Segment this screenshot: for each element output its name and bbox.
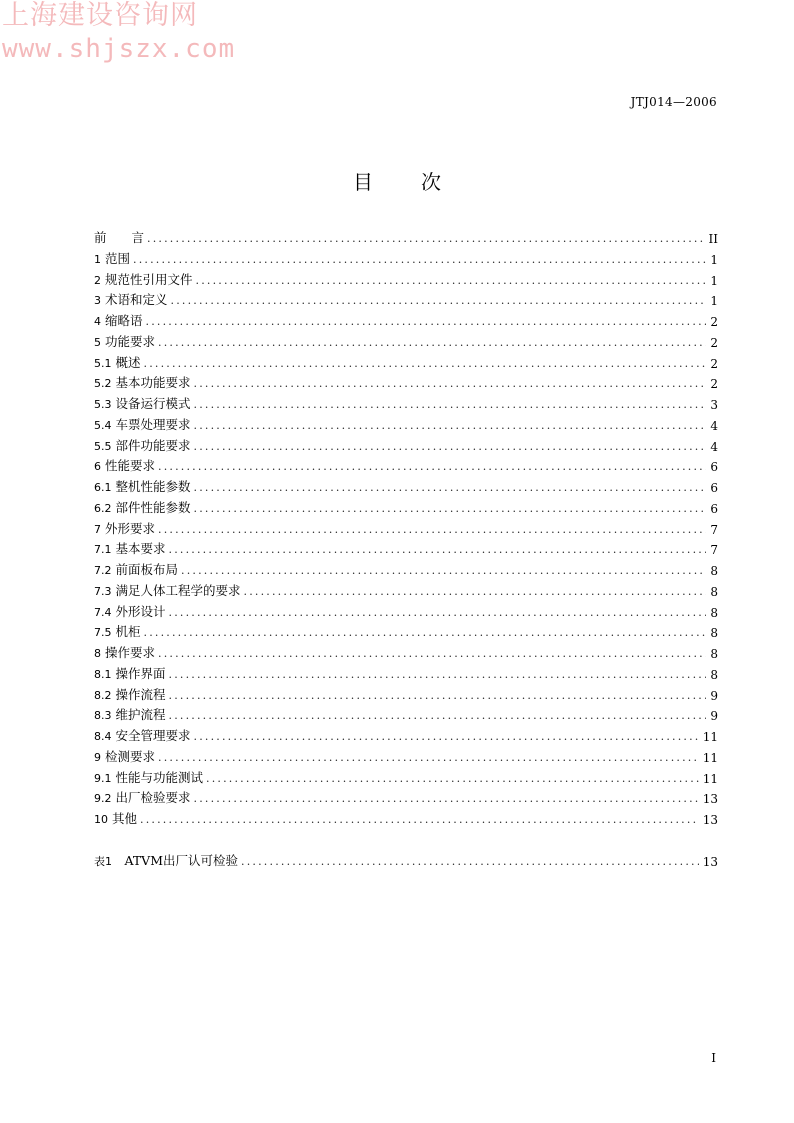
dot-leader bbox=[133, 250, 706, 271]
toc-entry-number: 5.3 bbox=[94, 398, 112, 411]
toc-entry-number: 3 bbox=[94, 294, 101, 308]
toc-entry-page: 8 bbox=[710, 667, 718, 682]
dot-leader bbox=[194, 416, 707, 437]
toc-entry-label bbox=[94, 436, 194, 458]
dot-leader bbox=[147, 229, 705, 250]
toc-entry[interactable] bbox=[94, 810, 718, 831]
toc-entry-label bbox=[94, 353, 144, 375]
toc-entry-number: 8.3 bbox=[94, 709, 112, 723]
toc-entry-page: 8 bbox=[710, 647, 718, 661]
toc-entry[interactable] bbox=[94, 312, 718, 333]
toc-entry-label bbox=[94, 602, 169, 624]
toc-entry[interactable] bbox=[94, 769, 718, 790]
toc-entry-page: 3 bbox=[710, 398, 718, 412]
dot-leader bbox=[146, 312, 707, 333]
toc-entry[interactable] bbox=[94, 457, 718, 478]
toc-entry-page: 8 bbox=[710, 564, 718, 578]
toc-entry[interactable] bbox=[94, 250, 718, 271]
toc-entry-label bbox=[94, 768, 206, 790]
dot-leader bbox=[158, 333, 706, 354]
toc-entry-number: 5.4 bbox=[94, 418, 112, 432]
toc-entry-label bbox=[94, 290, 171, 312]
toc-entry-number: 5.5 bbox=[94, 439, 112, 453]
toc-entry-page: 2 bbox=[710, 356, 718, 371]
toc-entry[interactable] bbox=[94, 520, 718, 541]
toc-entry-page: 7 bbox=[710, 543, 718, 558]
dot-leader bbox=[194, 374, 707, 395]
toc-entry-page: 4 bbox=[710, 439, 718, 454]
toc-entry-label bbox=[94, 560, 181, 582]
tables_toc-entry[interactable] bbox=[94, 852, 718, 873]
toc-entry-number: 5 bbox=[94, 335, 101, 349]
toc-entry[interactable] bbox=[94, 603, 718, 624]
toc-entry[interactable] bbox=[94, 686, 718, 707]
tables_toc-entry-page: 13 bbox=[702, 854, 718, 869]
toc-entry-title: 部件性能参数 bbox=[115, 499, 191, 515]
toc-entry-number: 7.4 bbox=[94, 605, 112, 619]
toc-entry-title: 操作流程 bbox=[115, 686, 166, 702]
toc-entry[interactable] bbox=[94, 416, 718, 437]
toc-entry[interactable] bbox=[94, 623, 718, 644]
toc-entry-number: 8.1 bbox=[94, 667, 112, 681]
toc-entry-label bbox=[94, 394, 194, 416]
toc-entry-page: II bbox=[708, 232, 718, 246]
toc-entry-page: 2 bbox=[710, 315, 718, 329]
toc-entry-number: 8.2 bbox=[94, 688, 112, 702]
dot-leader bbox=[194, 727, 699, 748]
toc-entry-title: 性能与功能测试 bbox=[115, 769, 203, 785]
toc-entry-title: 缩略语 bbox=[104, 313, 143, 328]
toc-entry-number: 1 bbox=[94, 252, 101, 266]
toc-entry-label bbox=[94, 726, 194, 748]
toc-entry-title: 设备运行模式 bbox=[115, 396, 191, 411]
toc-entry-number: 7.2 bbox=[94, 564, 112, 577]
toc-entry-number: 9 bbox=[94, 750, 101, 764]
toc-entry-page: 1 bbox=[710, 273, 718, 288]
toc-entry-page: 9 bbox=[710, 709, 718, 724]
dot-leader bbox=[169, 540, 707, 561]
toc-entry-number: 8 bbox=[94, 647, 101, 660]
dot-leader bbox=[144, 354, 707, 375]
toc-entry-label bbox=[94, 332, 158, 354]
dot-leader bbox=[171, 291, 707, 312]
toc-entry-number: 4 bbox=[94, 315, 101, 328]
table-of-contents bbox=[94, 229, 718, 873]
toc-entry-page: 6 bbox=[710, 481, 718, 495]
toc-entry-label bbox=[94, 747, 158, 769]
toc-entry-number: 10 bbox=[94, 813, 108, 826]
toc-entry-title: 性能要求 bbox=[104, 458, 155, 474]
toc-entry-label bbox=[94, 249, 133, 271]
toc-entry-title: 功能要求 bbox=[104, 333, 155, 349]
toc-entry-label bbox=[94, 477, 194, 499]
toc-entry[interactable] bbox=[94, 748, 718, 769]
toc-entry[interactable] bbox=[94, 437, 718, 458]
dot-leader bbox=[194, 395, 707, 416]
toc-entry[interactable] bbox=[94, 540, 718, 561]
dot-leader bbox=[196, 271, 707, 292]
toc-entry[interactable] bbox=[94, 354, 718, 375]
toc-entry-page: 11 bbox=[702, 730, 718, 744]
toc-entry-title: 操作界面 bbox=[115, 665, 166, 681]
toc-entry-number: 6.2 bbox=[94, 501, 112, 515]
toc-entry[interactable] bbox=[94, 727, 718, 748]
dot-leader bbox=[194, 789, 699, 810]
toc-entry-number: 7 bbox=[94, 522, 101, 536]
toc-entry-title: 范围 bbox=[104, 250, 130, 266]
toc-entry-page: 2 bbox=[710, 335, 718, 350]
toc-entry[interactable] bbox=[94, 291, 718, 312]
dot-leader bbox=[144, 623, 707, 644]
toc-entry-label bbox=[94, 581, 244, 603]
toc-entry[interactable] bbox=[94, 271, 718, 292]
toc-entry-page: 9 bbox=[710, 688, 718, 703]
toc-entry-title: 术语和定义 bbox=[104, 292, 168, 308]
toc-entry[interactable] bbox=[94, 789, 718, 810]
toc-entry-page: 2 bbox=[710, 377, 718, 392]
dot-leader bbox=[194, 478, 707, 499]
toc-entry-title: 前面板布局 bbox=[115, 562, 178, 577]
dot-leader bbox=[244, 582, 707, 603]
toc-entry-number: 9.2 bbox=[94, 792, 112, 806]
dot-leader bbox=[169, 706, 707, 727]
watermark-url: www.shjszx.com bbox=[2, 34, 236, 64]
toc-entry[interactable] bbox=[94, 499, 718, 520]
document-number: JTJ014—2006 bbox=[630, 95, 717, 109]
dot-leader bbox=[158, 748, 699, 769]
dot-leader bbox=[158, 457, 706, 478]
dot-leader bbox=[158, 520, 706, 541]
toc-entry-title: 其他 bbox=[111, 811, 137, 826]
toc-entry-page: 8 bbox=[710, 626, 718, 641]
toc-entry-number: 6 bbox=[94, 460, 101, 474]
toc-entry[interactable] bbox=[94, 582, 718, 603]
toc-entry-title: 基本要求 bbox=[115, 541, 166, 557]
toc-entry-number: 9.1 bbox=[94, 771, 112, 785]
toc-entry-label bbox=[94, 685, 169, 707]
dot-leader bbox=[169, 665, 707, 686]
toc-entry-title: 整机性能参数 bbox=[115, 479, 191, 494]
toc-entry-number: 7.1 bbox=[94, 543, 112, 557]
toc-entry-number: 6.1 bbox=[94, 481, 112, 494]
toc-entry[interactable] bbox=[94, 374, 718, 395]
toc-entry-page: 8 bbox=[710, 584, 718, 599]
toc-entry-number: 8.4 bbox=[94, 730, 112, 743]
toc-entry-page: 6 bbox=[710, 460, 718, 475]
page-folio: I bbox=[711, 1051, 716, 1065]
toc-entry-title: 检测要求 bbox=[104, 748, 155, 764]
toc-entry-page: 1 bbox=[710, 294, 718, 309]
toc-entry-label bbox=[94, 519, 158, 541]
toc-entry-title: 外形要求 bbox=[104, 520, 155, 536]
toc-entry-title: 外形设计 bbox=[115, 603, 166, 619]
tables_toc-entry-number: 表1 bbox=[94, 854, 112, 868]
toc-entry-label bbox=[94, 788, 194, 810]
toc-entry-page: 1 bbox=[710, 252, 718, 267]
tables_toc-entry-title: ATVM出厂认可检验 bbox=[124, 852, 239, 868]
toc-entry-page: 4 bbox=[710, 418, 718, 433]
toc-entry-title: 规范性引用文件 bbox=[104, 271, 193, 287]
tables_toc-entry-label bbox=[94, 851, 241, 873]
toc-entry-label bbox=[94, 622, 144, 644]
toc-entry-label bbox=[94, 705, 169, 727]
dot-leader bbox=[181, 561, 706, 582]
toc-entry-title: 车票处理要求 bbox=[115, 416, 191, 432]
toc-entry-page: 8 bbox=[710, 605, 718, 620]
toc-entry[interactable] bbox=[94, 706, 718, 727]
toc-entry-number: 7.5 bbox=[94, 626, 112, 640]
toc-entry[interactable] bbox=[94, 478, 718, 499]
toc-entry[interactable] bbox=[94, 333, 718, 354]
toc-entry-number: 5.2 bbox=[94, 377, 112, 391]
toc-entry-page: 13 bbox=[702, 813, 718, 827]
toc-entry[interactable] bbox=[94, 395, 718, 416]
toc-entry-label bbox=[94, 311, 146, 333]
toc-entry-title: 概述 bbox=[115, 354, 141, 370]
toc-entry-title: 部件功能要求 bbox=[115, 437, 191, 453]
toc-entry-page: 11 bbox=[702, 771, 718, 786]
dot-leader bbox=[169, 603, 707, 624]
toc-entry[interactable] bbox=[94, 229, 718, 250]
toc-entry-title: 出厂检验要求 bbox=[115, 790, 191, 806]
toc-entry-label bbox=[94, 643, 158, 665]
toc-entry-title: 操作要求 bbox=[104, 645, 155, 660]
toc-entry-label bbox=[94, 415, 194, 437]
dot-leader bbox=[194, 437, 707, 458]
toc-entry-title: 维护流程 bbox=[115, 707, 166, 723]
toc-entry[interactable] bbox=[94, 644, 718, 665]
toc-entry-label bbox=[94, 456, 158, 478]
toc-entry-page: 13 bbox=[702, 792, 718, 807]
toc-entry-title: 前 言 bbox=[94, 230, 145, 245]
toc-entry-label bbox=[94, 664, 169, 686]
toc-entry-number: 5.1 bbox=[94, 356, 112, 370]
dot-leader bbox=[169, 686, 707, 707]
toc-entry-label bbox=[94, 228, 147, 250]
toc-entry-label bbox=[94, 373, 194, 395]
toc-entry-label bbox=[94, 498, 194, 520]
watermark-title: 上海建设咨询网 bbox=[2, 0, 198, 31]
toc-entry-page: 6 bbox=[710, 501, 718, 516]
dot-leader bbox=[140, 810, 699, 831]
toc-entry[interactable] bbox=[94, 665, 718, 686]
toc-entry-number: 7.3 bbox=[94, 584, 112, 598]
dot-leader bbox=[206, 769, 699, 790]
toc-entry-title: 安全管理要求 bbox=[115, 728, 191, 743]
toc-entry-title: 机柜 bbox=[115, 624, 141, 640]
toc-entry-label bbox=[94, 270, 196, 292]
toc-entry-title: 基本功能要求 bbox=[115, 375, 191, 391]
toc-entry-page: 11 bbox=[702, 750, 718, 765]
toc-entry-label bbox=[94, 539, 169, 561]
page-title: 目次 bbox=[353, 170, 489, 194]
toc-entry-number: 2 bbox=[94, 273, 101, 287]
toc-entry-label bbox=[94, 809, 140, 831]
toc-entry[interactable] bbox=[94, 561, 718, 582]
toc-entry-page: 7 bbox=[710, 522, 718, 537]
toc-entry-title: 满足人体工程学的要求 bbox=[115, 582, 241, 598]
dot-leader bbox=[194, 499, 707, 520]
dot-leader bbox=[158, 644, 706, 665]
dot-leader bbox=[241, 852, 699, 873]
